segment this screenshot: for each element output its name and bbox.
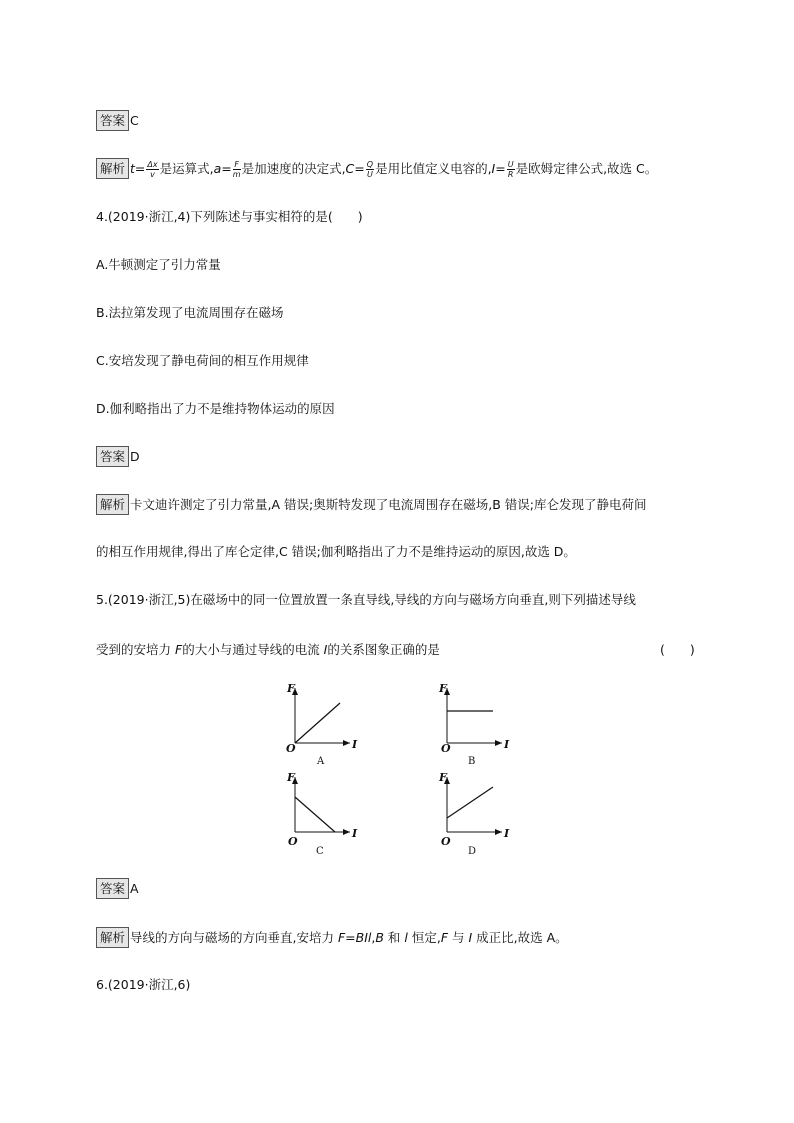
- var-f: F: [174, 642, 183, 657]
- text-t: 是运算式,: [159, 161, 214, 176]
- analysis-tag: 解析: [96, 494, 129, 515]
- var-c: C: [345, 161, 355, 176]
- analysis-text: 和: [383, 930, 405, 945]
- q4-analysis-line-2: 的相互作用规律,得出了库仑定律,C 错误;伽利略指出了力不是维持运动的原因,故选 D。: [96, 544, 576, 559]
- graph-line: [295, 703, 340, 743]
- text-c: 是用比值定义电容的,: [375, 161, 492, 176]
- origin-label: O: [441, 742, 451, 755]
- analysis-text: 与: [448, 930, 469, 945]
- y-axis-label: F: [287, 682, 295, 695]
- graph-a: [286, 682, 358, 767]
- q4-stem: 4.(2019·浙江,4)下列陈述与事实相符的是( ): [96, 209, 363, 224]
- origin-label: O: [288, 835, 298, 848]
- analysis-tag: 解析: [96, 927, 129, 948]
- q5-stem-line-1: 5.(2019·浙江,5)在磁场中的同一位置放置一条直导线,导线的方向与磁场方向垂直,则下列描述导线: [96, 592, 636, 607]
- q4-option-d: D.伽利略指出了力不是维持物体运动的原因: [96, 401, 335, 416]
- origin-label: O: [286, 742, 296, 755]
- x-axis-label: I: [504, 827, 510, 840]
- analysis-text: 成正比,故选 A。: [472, 930, 568, 945]
- graph-line: [295, 797, 335, 832]
- var-a: a: [213, 161, 222, 176]
- analysis-text: ,: [371, 930, 376, 945]
- y-axis-label: F: [287, 771, 295, 784]
- x-axis-label: I: [352, 738, 358, 751]
- graph-label: A: [317, 756, 325, 767]
- var-t: t: [130, 161, 135, 176]
- answer-tag: 答案: [96, 110, 129, 131]
- fraction-f-m: $\frac{F}{m}$: [232, 160, 241, 179]
- answer-value: D: [130, 449, 140, 464]
- q4-option-a: A.牛顿测定了引力常量: [96, 257, 221, 272]
- graph-label: B: [468, 756, 476, 767]
- analysis-text-1: 卡文迪许测定了引力常量,A 错误;奥斯特发现了电流周围存在磁场,B 错误;库仑发现了静电荷间: [130, 497, 647, 512]
- graph-c: [286, 771, 358, 857]
- stem-text: 受到的安培力: [96, 642, 175, 657]
- analysis-text: 恒定,: [407, 930, 441, 945]
- var-i: I: [323, 642, 328, 657]
- fraction-q-u: $\frac{Q}{U}$: [366, 160, 374, 179]
- var-l: l: [404, 930, 408, 945]
- q6-stem: 6.(2019·浙江,6): [96, 977, 191, 992]
- stem-text: 的关系图象正确的是: [327, 642, 440, 657]
- q4-option-c: C.安培发现了静电荷间的相互作用规律: [96, 353, 309, 368]
- var-i: I: [468, 930, 473, 945]
- text-i: 是欧姆定律公式,故选 C。: [515, 161, 658, 176]
- var-b: B: [375, 930, 384, 945]
- graph-label: D: [468, 846, 477, 857]
- var-f: F: [440, 930, 449, 945]
- q5-analysis-line: [96, 927, 568, 948]
- graph-d: [438, 771, 510, 857]
- x-axis-label: I: [504, 738, 510, 751]
- y-axis-label: F: [439, 682, 447, 695]
- stem-text: 的大小与通过导线的电流: [182, 642, 324, 657]
- x-axis-label: I: [352, 827, 358, 840]
- answer-tag: 答案: [96, 446, 129, 467]
- analysis-tag: 解析: [96, 158, 129, 179]
- formula-f-bil: F=BIl: [337, 930, 372, 945]
- q5-answer-line: [96, 878, 139, 899]
- answer-tag: 答案: [96, 878, 129, 899]
- graph-b: [438, 682, 510, 767]
- graph-line: [447, 787, 493, 818]
- answer-value: C: [130, 113, 139, 128]
- analysis-text: 导线的方向与磁场的方向垂直,安培力: [130, 930, 338, 945]
- fraction-dx-v: $\frac{\Delta x}{v}$: [147, 160, 158, 179]
- y-axis-label: F: [439, 771, 447, 784]
- fraction-u-r: $\frac{U}{R}$: [507, 160, 514, 179]
- var-i: I: [491, 161, 496, 176]
- q3-analysis-line: 解析 t= $\frac{\Delta x}{v}$ 是运算式,a= $\frac{F}{m}$ 是加速度的决定式,C= $\frac{Q}{U}$ 是用比值定义电容的,I= $\frac{U}{R}$ 是欧姆定律公式,故选 C。: [96, 158, 657, 179]
- answer-blank: ( ): [660, 642, 695, 657]
- q4-option-b: B.法拉第发现了电流周围存在磁场: [96, 305, 284, 320]
- text-a: 是加速度的决定式,: [241, 161, 346, 176]
- answer-value: A: [130, 881, 139, 896]
- origin-label: O: [441, 835, 451, 848]
- graph-label: C: [316, 846, 324, 857]
